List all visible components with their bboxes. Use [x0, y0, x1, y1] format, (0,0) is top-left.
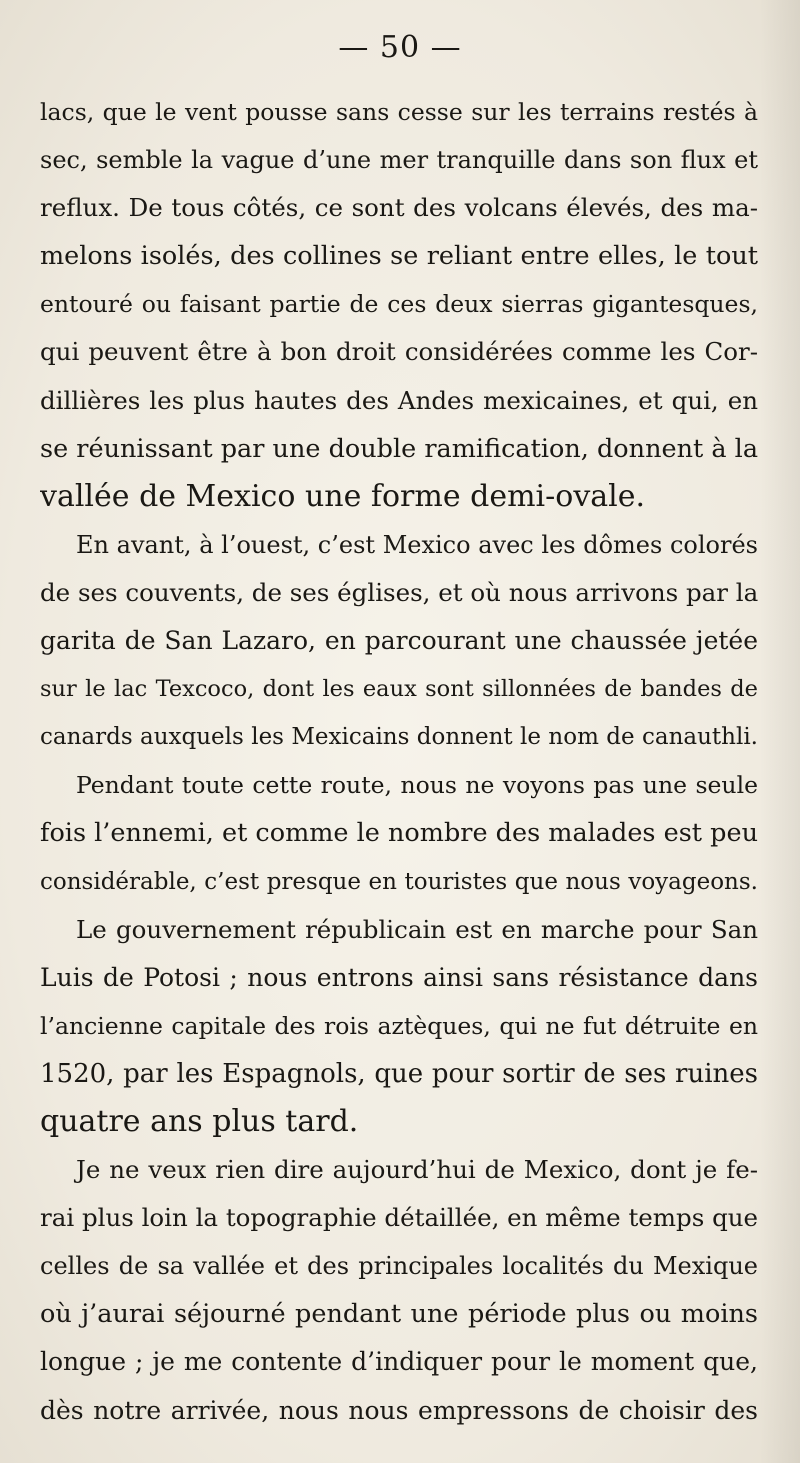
text-line: rai plus loin la topographie détaillée, en même temps que	[40, 1203, 758, 1233]
text-line: quatre ans plus tard.	[40, 1103, 359, 1139]
text-line: lacs, que le vent pousse sans cesse sur les terrains restés à	[40, 98, 758, 126]
body-text	[40, 88, 758, 1435]
text-line: de ses couvents, de ses églises, et où nous arrivons par la	[40, 577, 758, 607]
text-line: reflux. De tous côtés, ce sont des volcans élevés, des ma-	[40, 193, 758, 223]
paragraph	[40, 761, 758, 905]
text-line: vallée de Mexico une forme demi-ovale.	[40, 478, 646, 514]
text-line: où j’aurai séjourné pendant une période plus ou moins	[40, 1299, 758, 1330]
page-number: — 50 —	[338, 30, 462, 65]
text-line: 1520, par les Espagnols, que pour sortir de ses ruines	[40, 1058, 758, 1089]
text-line: En avant, à l’ouest, c’est Mexico avec les dômes colorés	[76, 530, 758, 559]
text-line: qui peuvent être à bon droit considérées comme les Cor-	[40, 337, 758, 367]
text-line: Je ne veux rien dire aujourd’hui de Mexico, dont je fe-	[76, 1155, 758, 1185]
text-line: Le gouvernement républicain est en marche pour San	[76, 914, 758, 944]
text-line: l’ancienne capitale des rois aztèques, qui ne fut détruite en	[40, 1011, 758, 1040]
page-edge-shadow	[760, 0, 800, 1463]
paragraph	[40, 1146, 758, 1435]
paragraph	[40, 521, 758, 761]
text-line: entouré ou faisant partie de ces deux sierras gigantesques,	[40, 290, 758, 319]
paragraph	[40, 88, 758, 521]
text-line: sur le lac Texcoco, dont les eaux sont sillonnées de bandes de	[40, 676, 758, 703]
text-line: se réunissant par une double ramification, donnent à la	[40, 433, 758, 464]
text-line: melons isolés, des collines se reliant entre elles, le tout	[40, 241, 758, 272]
text-line: Pendant toute cette route, nous ne voyons pas une seule	[76, 771, 758, 800]
text-line: fois l’ennemi, et comme le nombre des malades est peu	[40, 818, 758, 849]
text-line: sec, semble la vague d’une mer tranquille dans son flux et	[40, 146, 758, 175]
paragraph	[40, 906, 758, 1146]
text-line: dès notre arrivée, nous nous empressons de choisir des	[40, 1395, 758, 1425]
text-line: garita de San Lazaro, en parcourant une chaussée jetée	[40, 626, 758, 656]
text-line: celles de sa vallée et des principales localités du Mexique	[40, 1252, 758, 1281]
text-line: longue ; je me contente d’indiquer pour le moment que,	[40, 1347, 758, 1377]
text-line: dillières les plus hautes des Andes mexicaines, et qui, en	[40, 385, 758, 415]
text-line: canards auxquels les Mexicains donnent le nom de canauthli.	[40, 724, 758, 751]
text-line: Luis de Potosi ; nous entrons ainsi sans résistance dans	[40, 962, 758, 992]
text-line: considérable, c’est presque en touristes que nous voyageons.	[40, 868, 758, 895]
